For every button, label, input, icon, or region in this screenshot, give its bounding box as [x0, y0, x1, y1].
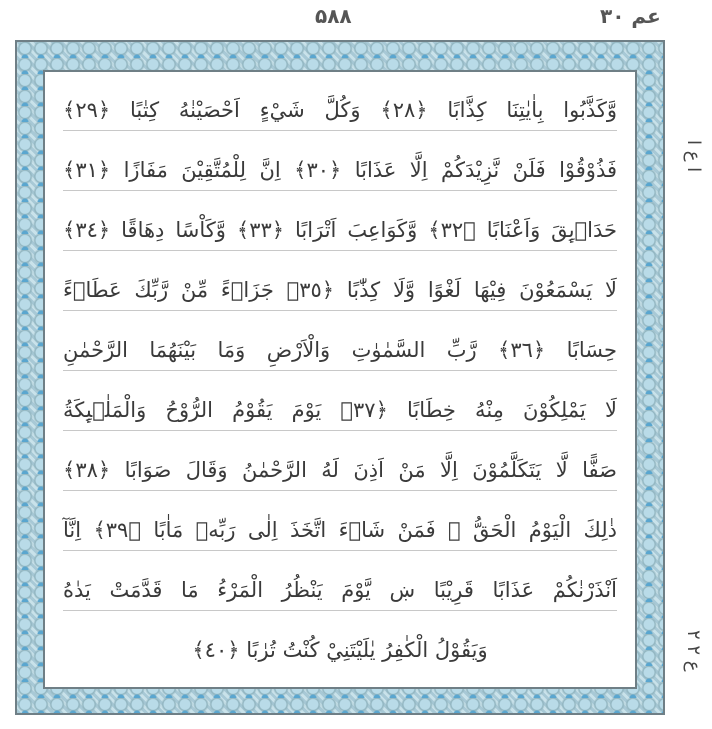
verse-line: فَذُوْقُوْا فَلَنْ نَّزِيْدَكُمْ اِلَّا عَذَابًا ﴿٣٠﴾ اِنَّ لِلْمُتَّقِيْنَ مَفَازًا ﴿٣١﴾ [63, 150, 617, 191]
ruku-marker: ۲ ع ۲ [683, 630, 704, 672]
page-number: ۵۸۸ [315, 4, 352, 28]
verse-line: ذٰلِكَ الْيَوْمُ الْحَقُّ ۚ فَمَنْ شَاۗءَ اتَّخَذَ اِلٰى رَبِّهٖ مَاٰبًا ﴿٣٩﴾ اِنَّآ [63, 510, 617, 551]
verse-line: صَفًّا لَّا يَتَكَلَّمُوْنَ اِلَّا مَنْ اَذِنَ لَهُ الرَّحْمٰنُ وَقَالَ صَوَابًا ﴿٣٨﴾ [63, 450, 617, 491]
verse-line: لَا يَمْلِكُوْنَ مِنْهُ خِطَابًا ﴿٣٧﴾ يَوْمَ يَقُوْمُ الرُّوْحُ وَالْمَلٰۗىِٕكَةُ [63, 390, 617, 431]
verse-line: اَنْذَرْنٰكُمْ عَذَابًا قَرِيْبًا ښ يَّوْمَ يَنْظُرُ الْمَرْءُ مَا قَدَّمَتْ يَدٰهُ [63, 570, 617, 611]
juz-label: عم ۳۰ [600, 4, 661, 28]
verse-line: حِسَابًا ﴿٣٦﴾ رَّبِّ السَّمٰوٰتِ وَالْاَرْضِ وَمَا بَيْنَهُمَا الرَّحْمٰنِ [63, 330, 617, 371]
text-area [43, 70, 637, 689]
verse-line: وَيَقُوْلُ الْكٰفِرُ يٰلَيْتَنِيْ كُنْتُ تُرٰبًا ﴿٤٠﴾ [192, 637, 488, 662]
verse-line: حَدَاۗىِٕقَ وَاَعْنَابًا ﴿٣٢﴾ وَّكَوَاعِبَ اَتْرَابًا ﴿٣٣﴾ وَّكَاْسًا دِهَاقًا ﴿٣٤﴾ [63, 210, 617, 251]
verse-line: وَّكَذَّبُوا بِاٰيٰتِنَا كِذَّابًا ﴿٢٨﴾ وَكُلَّ شَيْءٍ اَحْصَيْنٰهُ كِتٰبًا ﴿٢٩﴾ [63, 90, 617, 131]
decorative-page-border [15, 40, 665, 715]
ruku-marker: ا ع ا [683, 140, 704, 173]
verse-line: لَا يَسْمَعُوْنَ فِيْهَا لَغْوًا وَّلَا كِذّٰبًا ﴿٣٥﴾ جَزَاۗءً مِّنْ رَّبِّكَ عَطَاۗءً [63, 270, 617, 311]
